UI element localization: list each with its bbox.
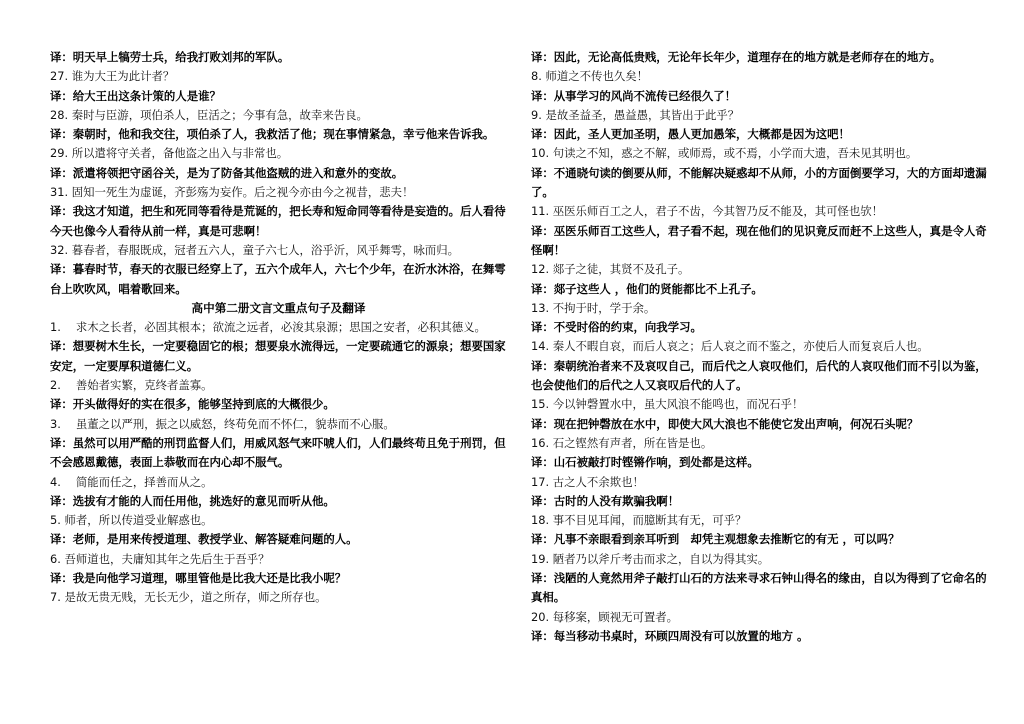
original-sentence: 13. 不拘于时，学于余。: [531, 300, 656, 315]
original-sentence: 12. 郯子之徒，其贤不及孔子。: [531, 262, 690, 277]
translation-line: 译：凡事不亲眼看到亲耳听到 却凭主观想象去推断它的有无 ，可以吗？: [531, 532, 900, 547]
translation-line: 译：选拔有才能的人而任用他，挑选好的意见而听从他。: [50, 493, 335, 508]
original-sentence: 15. 今以钟磬置水中，虽大风浪不能鸣也，而况石乎！: [531, 397, 804, 412]
original-sentence: 27. 谁为大王为此计者？: [50, 69, 175, 84]
translation-line: 译：我是向他学习道理，哪里管他是比我大还是比我小呢？: [50, 571, 347, 586]
translation-line: 译：不通晓句读的倒要从师，不能解决疑惑却不从师，小的方面倒要学习，大的方面却遗漏了。: [531, 165, 987, 200]
translation-line: 译：开头做得好的实在很多，能够坚持到底的大概很少。: [50, 397, 335, 412]
original-sentence: 29. 所以遣将守关者，备他盗之出入与非常也。: [50, 146, 289, 161]
translation-line: 译：浅陋的人竟然用斧子敲打山石的方法来寻求石钟山得名的缘由，自以为得到了它命名的真相。: [531, 571, 987, 605]
translation-line: 译：因此，无论高低贵贱，无论年长年少，道理存在的地方就是老师存在的地方。: [531, 50, 942, 64]
original-sentence: 28. 秦时与臣游，项伯杀人，臣活之；今事有急，故幸来告良。: [50, 107, 368, 122]
original-sentence: 11. 巫医乐师百工之人，君子不齿，今其智乃反不能及，其可怪也欤！: [531, 204, 884, 219]
original-sentence: 3. 虽董之以严刑，振之以威怒，终苟免而不怀仁，貌恭而不心服。: [50, 416, 395, 431]
translation-line: 译：每当移动书桌时，环顾四周没有可以放置的地方 。: [531, 628, 809, 643]
original-sentence: 20. 每移案，顾视无可置者。: [531, 609, 679, 624]
translation-line: 译：山石被敲打时铿锵作响，到处都是这样。: [531, 455, 759, 470]
translation-line: 译：从事学习的风尚不流传已经很久了！: [531, 88, 737, 103]
translation-line: 译：秦朝统治者来不及哀叹自己，而后代之人哀叹他们，后代的人哀叹他们而不引以为鉴，也会使他们的后代之人又哀叹后代的人了。: [531, 358, 987, 393]
translation-line: 译：我这才知道，把生和死同等看待是荒诞的，把长寿和短命同等看待是妄造的。后人看待今天也像今人看待从前一样，真是可悲啊！: [50, 204, 506, 238]
section-heading: 高中第二册文言文重点句子及翻译: [191, 300, 366, 315]
translation-line: 译：给大王出这条计策的人是谁？: [50, 88, 221, 103]
right-column: [531, 48, 988, 724]
original-sentence: 17. 古之人不余欺也！: [531, 474, 644, 489]
original-sentence: 18. 事不目见耳闻，而臆断其有无，可乎？: [531, 513, 747, 528]
original-sentence: 31. 固知一死生为虚诞，齐彭殇为妄作。后之视今亦由今之视昔，悲夫！: [50, 185, 414, 200]
translation-line: 译：虽然可以用严酷的刑罚监督人们，用威风怒气来吓唬人们，人们最终苟且免于刑罚，但不会感恩戴德，表面上恭敬而在内心却不服气。: [50, 435, 506, 470]
translation-line: 译：派遣将领把守函谷关，是为了防备其他盗贼的进入和意外的变故。: [50, 165, 404, 180]
left-column: [50, 48, 507, 724]
translation-line: 译：巫医乐师百工这些人，君子看不起，现在他们的见识竟反而赶不上这些人，真是令人奇怪啊！: [531, 223, 987, 257]
translation-line: 译：秦朝时，他和我交往，项伯杀了人，我救活了他；现在事情紧急，幸亏他来告诉我。: [50, 127, 495, 142]
original-sentence: 6. 吾师道也，夫庸知其年之先后生于吾乎？: [50, 551, 270, 566]
translation-line: 译：明天早上犒劳士兵，给我打败刘邦的军队。: [50, 50, 290, 64]
original-sentence: 16. 石之铿然有声者，所在皆是也。: [531, 435, 713, 450]
translation-line: 译：老师，是用来传授道理、教授学业、解答疑难问题的人。: [50, 532, 358, 547]
original-sentence: 9. 是故圣益圣，愚益愚，其皆出于此乎？: [531, 107, 740, 122]
original-sentence: 14. 秦人不暇自哀，而后人哀之；后人哀之而不鉴之，亦使后人而复哀后人也。: [531, 339, 929, 354]
translation-line: 译：古时的人没有欺骗我啊！: [531, 493, 680, 508]
translation-line: 译：不受时俗的约束，向我学习。: [531, 320, 702, 335]
translation-line: 译：郯子这些人 ，他们的贤能都比不上孔子。: [531, 281, 763, 296]
original-sentence: 32. 暮春者，春服既成，冠者五六人，童子六七人，浴乎沂，风乎舞雩，咏而归。: [50, 242, 460, 257]
original-sentence: 19. 陋者乃以斧斤考击而求之，自以为得其实。: [531, 551, 770, 566]
translation-line: 译：暮春时节，春天的衣服已经穿上了，五六个成年人，六七个少年，在沂水沐浴，在舞雩台上吹吹风，唱着歌回来。: [50, 262, 506, 296]
original-sentence: 2. 善始者实繁，克终者盖寡。: [50, 378, 213, 393]
original-sentence: 8. 师道之不传也久矣！: [531, 69, 649, 84]
original-sentence: 1. 求木之长者，必固其根本；欲流之远者，必浚其泉源；思国之安者，必积其德义。: [50, 320, 486, 335]
translation-line: 译：现在把钟磬放在水中，即使大风大浪也不能使它发出声响，何况石头呢？: [531, 416, 919, 431]
original-sentence: 7. 是故无贵无贱，无长无少，道之所存，师之所存也。: [50, 590, 327, 605]
translation-line: 译：因此，圣人更加圣明，愚人更加愚笨，大概都是因为这吧！: [531, 127, 850, 142]
original-sentence: 4. 简能而任之，择善而从之。: [50, 474, 213, 489]
translation-line: 译：想要树木生长，一定要稳固它的根；想要泉水流得远，一定要疏通它的源泉；想要国家安定，一定要厚积道德仁义。: [50, 339, 506, 373]
original-sentence: 10. 句读之不知，惑之不解，或师焉，或不焉，小学而大遗，吾未见其明也。: [531, 146, 918, 161]
original-sentence: 5. 师者，所以传道受业解惑也。: [50, 513, 213, 528]
